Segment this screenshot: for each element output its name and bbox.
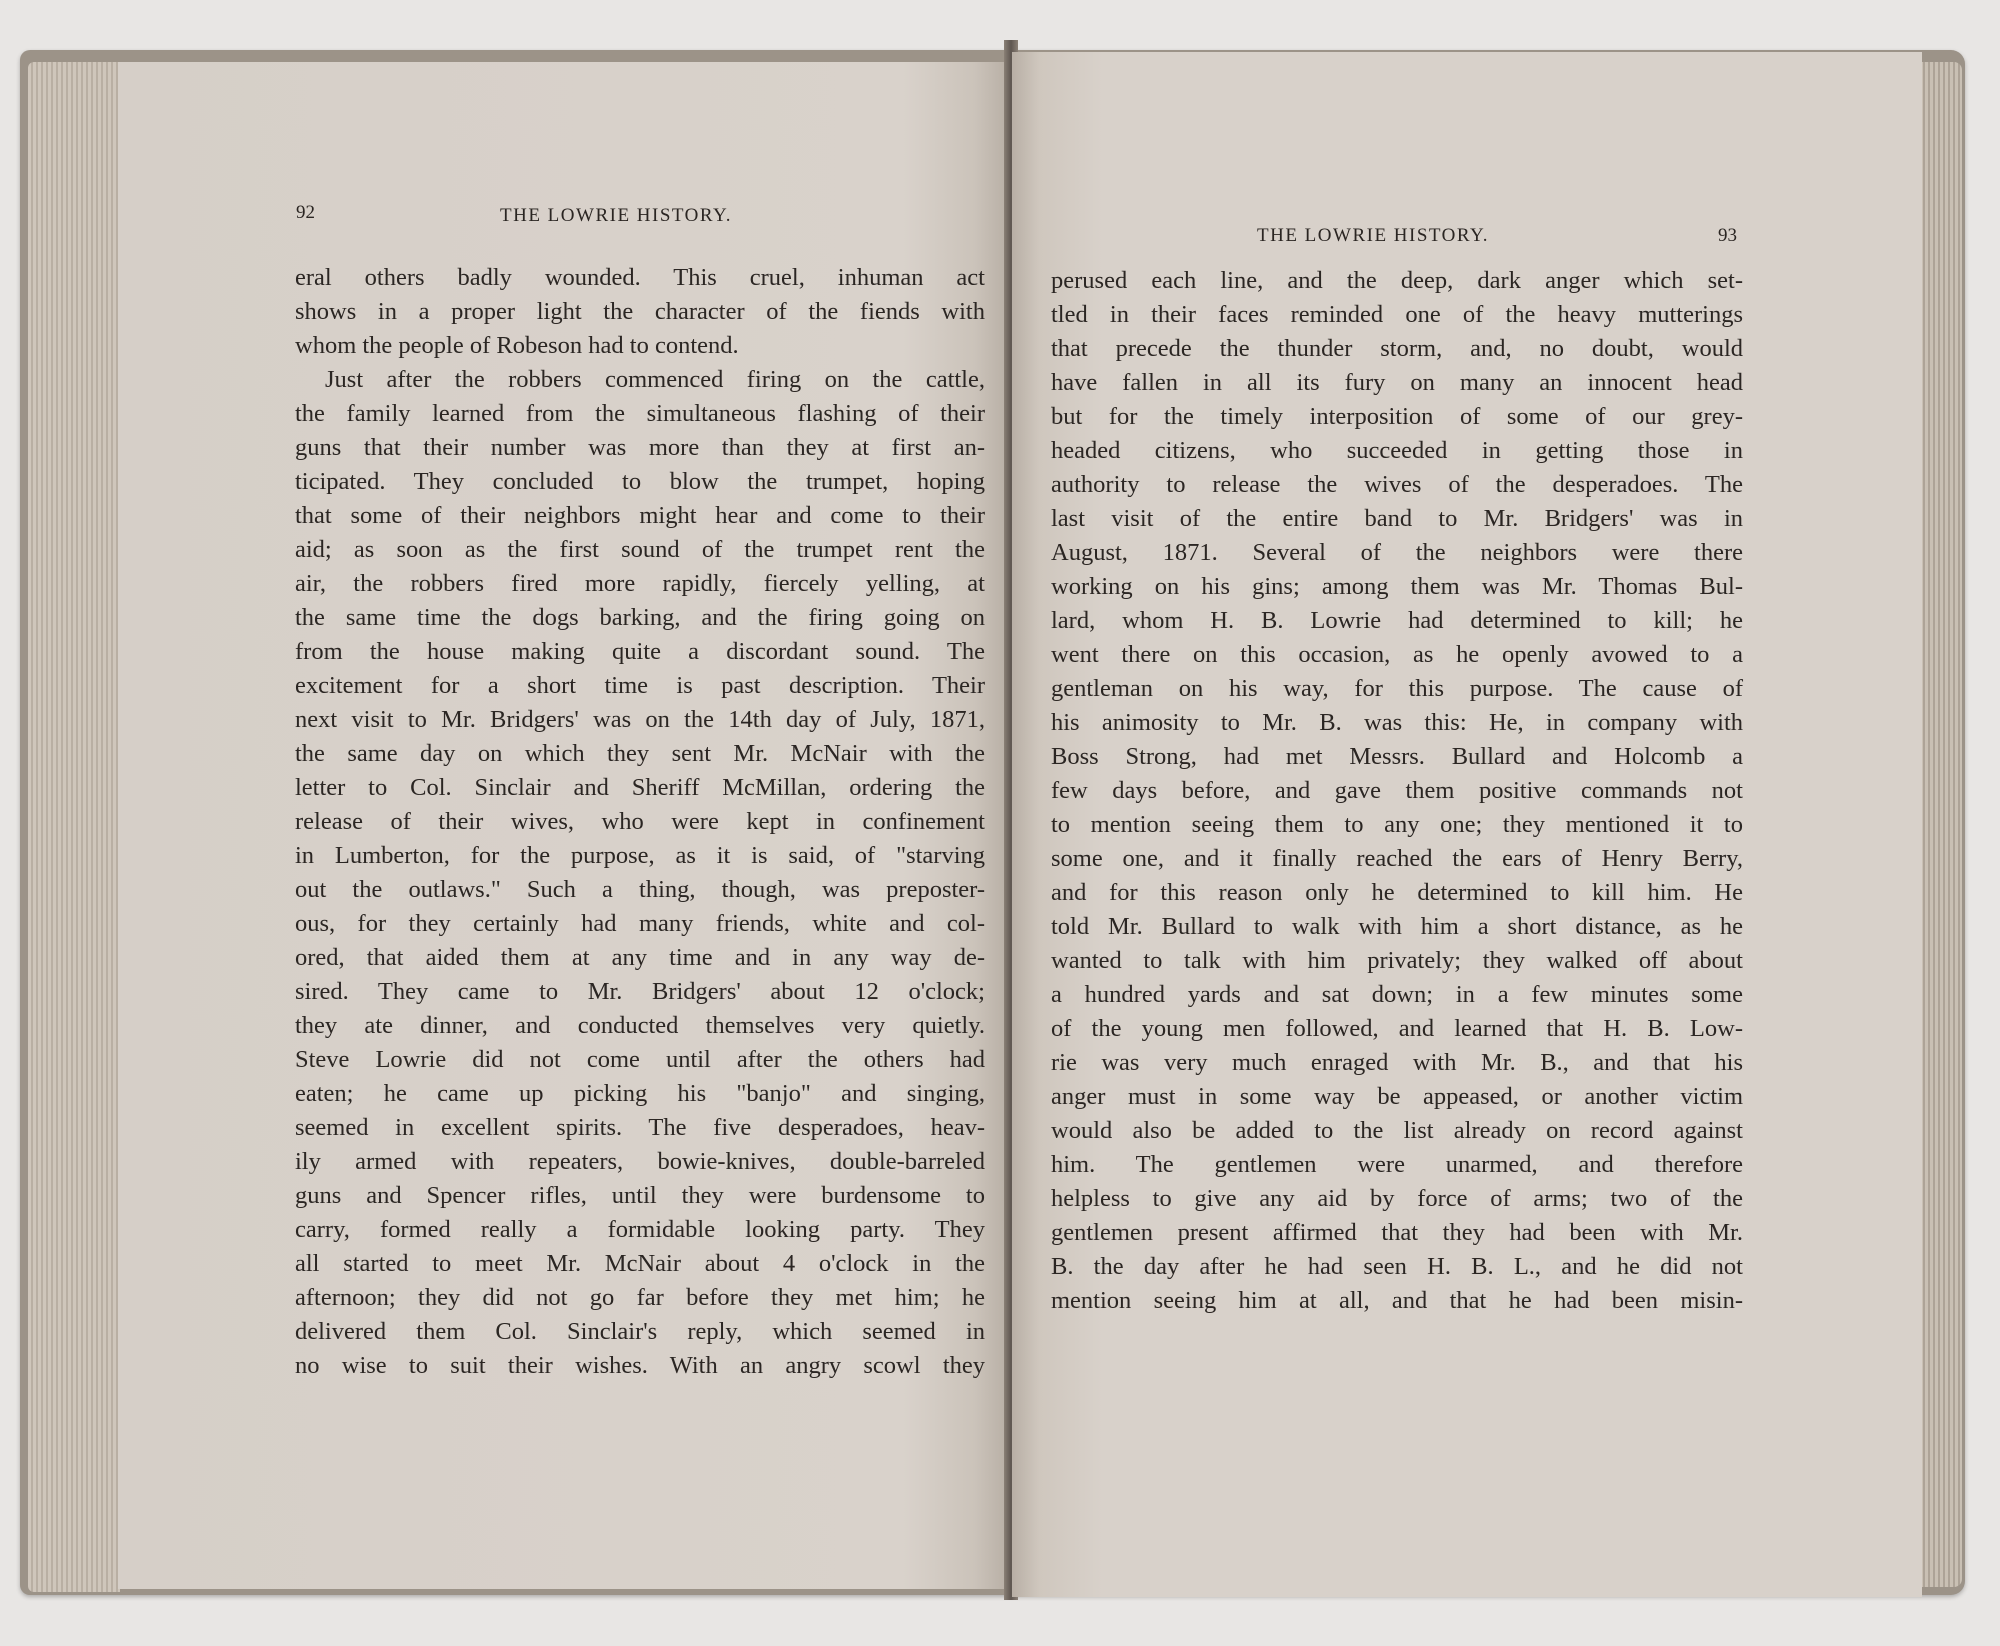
text-line: they ate dinner, and conducted themselves very quietly. (295, 1012, 985, 1039)
text-line: headed citizens, who succeeded in getting those in (1051, 437, 1743, 464)
text-line: gentleman on his way, for this purpose. The cause of (1051, 675, 1743, 702)
left-body-text (295, 261, 985, 1383)
text-line: told Mr. Bullard to walk with him a short distance, as he (1051, 913, 1743, 940)
text-line: ored, that aided them at any time and in any way de- (295, 944, 985, 971)
text-line: letter to Col. Sinclair and Sheriff McMillan, ordering the (295, 774, 985, 801)
text-line: the same day on which they sent Mr. McNair with the (295, 740, 985, 767)
right-page-number: 93 (1718, 225, 1737, 246)
text-line: air, the robbers fired more rapidly, fiercely yelling, at (295, 570, 985, 597)
text-line: B. the day after he had seen H. B. L., and he did not (1051, 1253, 1743, 1280)
text-line: of the young men followed, and learned that H. B. Low- (1051, 1015, 1743, 1042)
text-line: ous, for they certainly had many friends, white and col- (295, 910, 985, 937)
text-line: but for the timely interposition of some of our grey- (1051, 403, 1743, 430)
left-page-edges (28, 62, 120, 1592)
text-line: lard, whom H. B. Lowrie had determined to kill; he (1051, 607, 1743, 634)
text-line: guns and Spencer rifles, until they were burdensome to (295, 1182, 985, 1209)
text-line: that precede the thunder storm, and, no doubt, would (1051, 335, 1743, 362)
text-line: a hundred yards and sat down; in a few minutes some (1051, 981, 1743, 1008)
text-line: Boss Strong, had met Messrs. Bullard and Holcomb a (1051, 743, 1743, 770)
text-line: few days before, and gave them positive commands not (1051, 777, 1743, 804)
text-line: no wise to suit their wishes. With an angry scowl they (295, 1352, 985, 1379)
text-line: guns that their number was more than they at first an- (295, 434, 985, 461)
text-line: gentlemen present affirmed that they had been with Mr. (1051, 1219, 1743, 1246)
text-line: his animosity to Mr. B. was this: He, in company with (1051, 709, 1743, 736)
text-line: next visit to Mr. Bridgers' was on the 14th day of July, 1871, (295, 706, 985, 733)
left-page-number: 92 (296, 202, 315, 223)
text-line: release of their wives, who were kept in confinement (295, 808, 985, 835)
text-line: anger must in some way be appeased, or another victim (1051, 1083, 1743, 1110)
right-page-edges (1920, 62, 1962, 1587)
text-line: excitement for a short time is past description. Their (295, 672, 985, 699)
text-line: whom the people of Robeson had to contend. (295, 332, 739, 359)
text-line: rie was very much enraged with Mr. B., and that his (1051, 1049, 1743, 1076)
text-line: all started to meet Mr. McNair about 4 o'clock in the (295, 1250, 985, 1277)
text-line: to mention seeing them to any one; they mentioned it to (1051, 811, 1743, 838)
text-line: August, 1871. Several of the neighbors were there (1051, 539, 1743, 566)
right-page (1012, 52, 1922, 1597)
text-line: eaten; he came up picking his "banjo" and singing, (295, 1080, 985, 1107)
left-running-header: THE LOWRIE HISTORY. (500, 205, 733, 226)
text-line: and for this reason only he determined to kill him. He (1051, 879, 1743, 906)
text-line: perused each line, and the deep, dark anger which set- (1051, 267, 1743, 294)
text-line: would also be added to the list already on record against (1051, 1117, 1743, 1144)
text-line: some one, and it finally reached the ears of Henry Berry, (1051, 845, 1743, 872)
right-running-header: THE LOWRIE HISTORY. (1257, 225, 1490, 246)
text-line: sired. They came to Mr. Bridgers' about 12 o'clock; (295, 978, 985, 1005)
text-line: in Lumberton, for the purpose, as it is said, of "starving (295, 842, 985, 869)
right-body-text (1051, 264, 1743, 1318)
text-line: seemed in excellent spirits. The five desperadoes, heav- (295, 1114, 985, 1141)
text-line: that some of their neighbors might hear and come to their (295, 502, 985, 529)
text-line: tled in their faces reminded one of the heavy mutterings (1051, 301, 1743, 328)
text-line: wanted to talk with him privately; they walked off about (1051, 947, 1743, 974)
text-line: helpless to give any aid by force of arms; two of the (1051, 1185, 1743, 1212)
text-line: shows in a proper light the character of the fiends with (295, 298, 985, 325)
text-line: working on his gins; among them was Mr. Thomas Bul- (1051, 573, 1743, 600)
text-line: Steve Lowrie did not come until after the others had (295, 1046, 985, 1073)
text-line: the family learned from the simultaneous flashing of their (295, 400, 985, 427)
text-line: delivered them Col. Sinclair's reply, which seemed in (295, 1318, 985, 1345)
text-line: from the house making quite a discordant sound. The (295, 638, 985, 665)
text-line: aid; as soon as the first sound of the trumpet rent the (295, 536, 985, 563)
text-line: ily armed with repeaters, bowie-knives, double-barreled (295, 1148, 985, 1175)
text-line: out the outlaws." Such a thing, though, was preposter- (295, 876, 985, 903)
text-line: him. The gentlemen were unarmed, and therefore (1051, 1151, 1743, 1178)
text-line: the same time the dogs barking, and the firing going on (295, 604, 985, 631)
text-line: carry, formed really a formidable looking party. They (295, 1216, 985, 1243)
text-line: eral others badly wounded. This cruel, inhuman act (295, 264, 985, 291)
text-line: authority to release the wives of the desperadoes. The (1051, 471, 1743, 498)
text-line: last visit of the entire band to Mr. Bridgers' was in (1051, 505, 1743, 532)
text-line: Just after the robbers commenced firing on the cattle, (325, 366, 985, 393)
text-line: went there on this occasion, as he openly avowed to a (1051, 641, 1743, 668)
left-page (118, 62, 1010, 1589)
text-line: have fallen in all its fury on many an innocent head (1051, 369, 1743, 396)
text-line: mention seeing him at all, and that he had been misin- (1051, 1287, 1743, 1314)
text-line: afternoon; they did not go far before they met him; he (295, 1284, 985, 1311)
text-line: ticipated. They concluded to blow the trumpet, hoping (295, 468, 985, 495)
